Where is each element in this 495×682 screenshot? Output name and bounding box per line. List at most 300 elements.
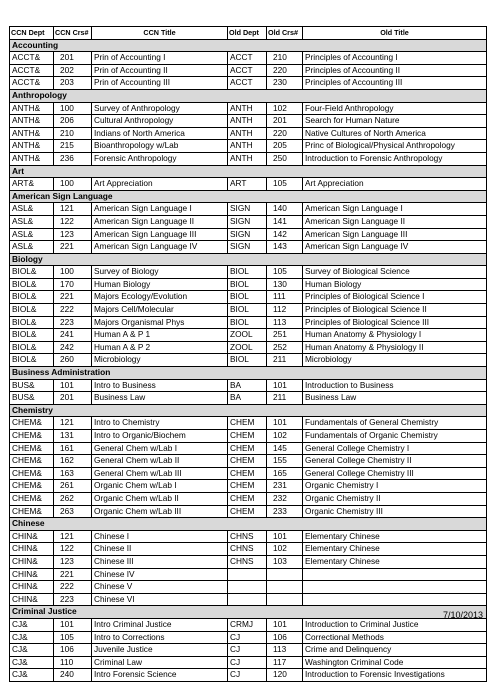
ccn-dept-cell: ANTH& (10, 127, 54, 140)
old-title-cell: Fundamentals of General Chemistry (303, 417, 487, 430)
table-row (10, 656, 487, 669)
old-title-cell: General College Chemistry II (303, 455, 487, 468)
old-dept-cell: ART (228, 178, 267, 191)
table-row (10, 354, 487, 367)
ccn-title-cell: Intro to Chemistry (92, 417, 228, 430)
ccn-crs-cell: 206 (54, 115, 92, 128)
old-dept-cell: ACCT (228, 52, 267, 65)
ccn-title-cell: Organic Chem w/Lab III (92, 505, 228, 518)
ccn-dept-cell: ASL& (10, 215, 54, 228)
old-dept-cell: ZOOL (228, 341, 267, 354)
old-crs-cell (267, 593, 303, 606)
old-title-cell: Microbiology (303, 354, 487, 367)
old-crs-cell (267, 581, 303, 594)
old-crs-cell: 231 (267, 480, 303, 493)
ccn-crs-cell: 123 (54, 555, 92, 568)
old-dept-cell: CJ (228, 631, 267, 644)
table-row (10, 593, 487, 606)
ccn-dept-cell: ANTH& (10, 152, 54, 165)
old-title-cell: Principles of Accounting I (303, 52, 487, 65)
header-ccn-title: CCN Title (92, 27, 228, 40)
ccn-dept-cell: CJ& (10, 631, 54, 644)
ccn-dept-cell: CHEM& (10, 492, 54, 505)
ccn-crs-cell: 122 (54, 543, 92, 556)
header-row (10, 27, 487, 40)
ccn-title-cell: Prin of Accounting III (92, 77, 228, 90)
ccn-title-cell: Microbiology (92, 354, 228, 367)
ccn-crs-cell: 163 (54, 467, 92, 480)
old-title-cell: Elementary Chinese (303, 543, 487, 556)
old-dept-cell: BIOL (228, 291, 267, 304)
ccn-dept-cell: BIOL& (10, 304, 54, 317)
table-row (10, 203, 487, 216)
group-header-row (10, 606, 487, 619)
old-crs-cell: 211 (267, 392, 303, 405)
ccn-crs-cell: 221 (54, 241, 92, 254)
ccn-dept-cell: CHEM& (10, 467, 54, 480)
group-name: Chemistry (10, 404, 487, 417)
table-row (10, 530, 487, 543)
table-row (10, 505, 487, 518)
old-crs-cell: 105 (267, 266, 303, 279)
old-dept-cell: CHEM (228, 430, 267, 443)
table-row (10, 618, 487, 631)
ccn-title-cell: Intro to Business (92, 379, 228, 392)
ccn-title-cell: Chinese I (92, 530, 228, 543)
ccn-title-cell: Human Biology (92, 278, 228, 291)
old-dept-cell: SIGN (228, 203, 267, 216)
ccn-dept-cell: ANTH& (10, 115, 54, 128)
table-row (10, 631, 487, 644)
ccn-dept-cell: BIOL& (10, 354, 54, 367)
ccn-dept-cell: CJ& (10, 669, 54, 682)
group-name: American Sign Language (10, 190, 487, 203)
old-crs-cell: 250 (267, 152, 303, 165)
old-title-cell: American Sign Language II (303, 215, 487, 228)
ccn-dept-cell: ART& (10, 178, 54, 191)
table-row (10, 568, 487, 581)
table-row (10, 152, 487, 165)
table-row (10, 492, 487, 505)
table-row (10, 581, 487, 594)
ccn-title-cell: Chinese V (92, 581, 228, 594)
table-row (10, 644, 487, 657)
ccn-title-cell: Chinese III (92, 555, 228, 568)
group-name: Biology (10, 253, 487, 266)
ccn-dept-cell: BIOL& (10, 341, 54, 354)
table-row (10, 127, 487, 140)
old-title-cell: Native Cultures of North America (303, 127, 487, 140)
ccn-dept-cell: ASL& (10, 228, 54, 241)
ccn-title-cell: Juvenile Justice (92, 644, 228, 657)
old-crs-cell: 101 (267, 417, 303, 430)
old-crs-cell: 220 (267, 64, 303, 77)
ccn-crs-cell: 106 (54, 644, 92, 657)
ccn-title-cell: Majors Cell/Molecular (92, 304, 228, 317)
ccn-title-cell: Forensic Anthropology (92, 152, 228, 165)
group-name: Accounting (10, 39, 487, 52)
old-dept-cell: ANTH (228, 140, 267, 153)
old-dept-cell: CHEM (228, 455, 267, 468)
old-crs-cell: 145 (267, 442, 303, 455)
old-crs-cell: 106 (267, 631, 303, 644)
ccn-crs-cell: 241 (54, 329, 92, 342)
ccn-dept-cell: BIOL& (10, 266, 54, 279)
ccn-dept-cell: BIOL& (10, 278, 54, 291)
ccn-title-cell: Chinese II (92, 543, 228, 556)
old-title-cell (303, 581, 487, 594)
old-title-cell: Principles of Biological Science II (303, 304, 487, 317)
ccn-crs-cell: 110 (54, 656, 92, 669)
old-dept-cell: SIGN (228, 215, 267, 228)
old-crs-cell: 113 (267, 316, 303, 329)
ccn-title-cell: Human A & P 1 (92, 329, 228, 342)
ccn-title-cell: Organic Chem w/Lab I (92, 480, 228, 493)
old-title-cell: Principles of Biological Science I (303, 291, 487, 304)
old-title-cell: Survey of Biological Science (303, 266, 487, 279)
header-ccn-crs: CCN Crs# (54, 27, 92, 40)
ccn-crs-cell: 131 (54, 430, 92, 443)
old-crs-cell: 233 (267, 505, 303, 518)
ccn-dept-cell: ACCT& (10, 77, 54, 90)
old-title-cell: Principles of Accounting III (303, 77, 487, 90)
ccn-crs-cell: 223 (54, 593, 92, 606)
old-crs-cell: 103 (267, 555, 303, 568)
old-crs-cell: 102 (267, 430, 303, 443)
footer-date: 7/10/2013 (442, 610, 483, 620)
ccn-dept-cell: BIOL& (10, 291, 54, 304)
table-row (10, 392, 487, 405)
old-crs-cell: 210 (267, 52, 303, 65)
ccn-crs-cell: 210 (54, 127, 92, 140)
group-name: Criminal Justice (10, 606, 487, 619)
ccn-title-cell: Criminal Law (92, 656, 228, 669)
old-crs-cell: 101 (267, 530, 303, 543)
table-row (10, 77, 487, 90)
old-dept-cell: CHNS (228, 530, 267, 543)
old-crs-cell: 155 (267, 455, 303, 468)
old-dept-cell: CHEM (228, 467, 267, 480)
old-title-cell: Search for Human Nature (303, 115, 487, 128)
table-row (10, 291, 487, 304)
old-dept-cell: BIOL (228, 316, 267, 329)
old-dept-cell: BIOL (228, 278, 267, 291)
header-old-crs: Old Crs# (267, 27, 303, 40)
ccn-dept-cell: CHEM& (10, 430, 54, 443)
group-header-row (10, 253, 487, 266)
old-title-cell: Washington Criminal Code (303, 656, 487, 669)
ccn-dept-cell: ANTH& (10, 102, 54, 115)
ccn-crs-cell: 121 (54, 203, 92, 216)
ccn-crs-cell: 263 (54, 505, 92, 518)
table-row (10, 215, 487, 228)
old-crs-cell: 143 (267, 241, 303, 254)
ccn-dept-cell: CHIN& (10, 555, 54, 568)
ccn-dept-cell: CHEM& (10, 480, 54, 493)
table-row (10, 417, 487, 430)
old-title-cell: American Sign Language I (303, 203, 487, 216)
old-title-cell: Elementary Chinese (303, 530, 487, 543)
table-row (10, 480, 487, 493)
old-dept-cell: CHEM (228, 492, 267, 505)
ccn-dept-cell: CHIN& (10, 593, 54, 606)
header-old-dept: Old Dept (228, 27, 267, 40)
table-row (10, 341, 487, 354)
old-crs-cell: 117 (267, 656, 303, 669)
old-dept-cell (228, 568, 267, 581)
ccn-title-cell: Cultural Anthropology (92, 115, 228, 128)
old-title-cell: Art Appreciation (303, 178, 487, 191)
ccn-title-cell: Majors Organismal Phys (92, 316, 228, 329)
ccn-dept-cell: CJ& (10, 618, 54, 631)
old-title-cell: American Sign Language IV (303, 241, 487, 254)
ccn-dept-cell: CHIN& (10, 530, 54, 543)
ccn-crs-cell: 236 (54, 152, 92, 165)
ccn-crs-cell: 260 (54, 354, 92, 367)
ccn-crs-cell: 121 (54, 417, 92, 430)
old-title-cell: Organic Chemistry III (303, 505, 487, 518)
old-crs-cell: 230 (267, 77, 303, 90)
group-name: Art (10, 165, 487, 178)
old-dept-cell: ZOOL (228, 329, 267, 342)
old-dept-cell: CHEM (228, 417, 267, 430)
old-dept-cell: CJ (228, 669, 267, 682)
table-row (10, 140, 487, 153)
old-dept-cell: SIGN (228, 228, 267, 241)
ccn-crs-cell: 215 (54, 140, 92, 153)
old-dept-cell: CHNS (228, 543, 267, 556)
old-dept-cell: BIOL (228, 304, 267, 317)
ccn-crs-cell: 223 (54, 316, 92, 329)
old-dept-cell (228, 581, 267, 594)
old-crs-cell: 252 (267, 341, 303, 354)
ccn-title-cell: Majors Ecology/Evolution (92, 291, 228, 304)
old-crs-cell: 220 (267, 127, 303, 140)
ccn-title-cell: Intro to Corrections (92, 631, 228, 644)
old-title-cell: Principles of Biological Science III (303, 316, 487, 329)
ccn-title-cell: Organic Chem w/Lab II (92, 492, 228, 505)
ccn-dept-cell: CHEM& (10, 442, 54, 455)
old-title-cell: Introduction to Forensic Anthropology (303, 152, 487, 165)
ccn-dept-cell: CHEM& (10, 455, 54, 468)
ccn-title-cell: American Sign Language I (92, 203, 228, 216)
old-title-cell: Elementary Chinese (303, 555, 487, 568)
ccn-crs-cell: 100 (54, 178, 92, 191)
ccn-title-cell: General Chem w/Lab II (92, 455, 228, 468)
ccn-crs-cell: 262 (54, 492, 92, 505)
old-dept-cell: CHNS (228, 555, 267, 568)
old-title-cell (303, 568, 487, 581)
old-title-cell: Crime and Delinquency (303, 644, 487, 657)
old-dept-cell: BA (228, 379, 267, 392)
group-name: Business Administration (10, 367, 487, 380)
ccn-crs-cell: 170 (54, 278, 92, 291)
ccn-dept-cell: ASL& (10, 203, 54, 216)
old-dept-cell: SIGN (228, 241, 267, 254)
ccn-title-cell: General Chem w/Lab III (92, 467, 228, 480)
ccn-crs-cell: 202 (54, 64, 92, 77)
ccn-dept-cell: BUS& (10, 379, 54, 392)
ccn-title-cell: Business Law (92, 392, 228, 405)
ccn-crs-cell: 101 (54, 379, 92, 392)
table-row (10, 64, 487, 77)
old-dept-cell: CHEM (228, 505, 267, 518)
ccn-dept-cell: BIOL& (10, 329, 54, 342)
old-title-cell: Introduction to Business (303, 379, 487, 392)
ccn-title-cell: General Chem w/Lab I (92, 442, 228, 455)
ccn-dept-cell: ACCT& (10, 64, 54, 77)
old-title-cell: Organic Chemistry II (303, 492, 487, 505)
old-title-cell: Four-Field Anthropology (303, 102, 487, 115)
group-header-row (10, 367, 487, 380)
old-title-cell: General College Chemistry I (303, 442, 487, 455)
ccn-dept-cell: CHIN& (10, 568, 54, 581)
ccn-title-cell: American Sign Language IV (92, 241, 228, 254)
old-crs-cell: 101 (267, 618, 303, 631)
table-row (10, 304, 487, 317)
ccn-crs-cell: 201 (54, 392, 92, 405)
ccn-dept-cell: BIOL& (10, 316, 54, 329)
old-title-cell: Human Biology (303, 278, 487, 291)
old-dept-cell: CJ (228, 644, 267, 657)
ccn-title-cell: Chinese VI (92, 593, 228, 606)
ccn-crs-cell: 105 (54, 631, 92, 644)
table-row (10, 52, 487, 65)
ccn-crs-cell: 222 (54, 304, 92, 317)
ccn-title-cell: Survey of Biology (92, 266, 228, 279)
table-row (10, 543, 487, 556)
table-row (10, 102, 487, 115)
course-equivalency-table (9, 26, 487, 682)
old-dept-cell: CHEM (228, 442, 267, 455)
old-crs-cell: 165 (267, 467, 303, 480)
table-row (10, 430, 487, 443)
ccn-title-cell: Human A & P 2 (92, 341, 228, 354)
ccn-title-cell: Survey of Anthropology (92, 102, 228, 115)
old-title-cell: Correctional Methods (303, 631, 487, 644)
table-row (10, 455, 487, 468)
old-title-cell (303, 593, 487, 606)
old-crs-cell: 140 (267, 203, 303, 216)
table-row (10, 316, 487, 329)
ccn-dept-cell: CHEM& (10, 505, 54, 518)
ccn-title-cell: Bioanthropology w/Lab (92, 140, 228, 153)
ccn-dept-cell: BUS& (10, 392, 54, 405)
old-crs-cell: 130 (267, 278, 303, 291)
old-dept-cell: BIOL (228, 354, 267, 367)
old-title-cell: Human Anatomy & Physiology I (303, 329, 487, 342)
group-name: Anthropology (10, 89, 487, 102)
old-dept-cell: CHEM (228, 480, 267, 493)
ccn-dept-cell: CHEM& (10, 417, 54, 430)
group-name: Chinese (10, 518, 487, 531)
ccn-dept-cell: CHIN& (10, 581, 54, 594)
old-crs-cell: 120 (267, 669, 303, 682)
old-dept-cell: ACCT (228, 64, 267, 77)
ccn-crs-cell: 121 (54, 530, 92, 543)
ccn-crs-cell: 162 (54, 455, 92, 468)
ccn-crs-cell: 221 (54, 568, 92, 581)
ccn-crs-cell: 222 (54, 581, 92, 594)
ccn-title-cell: Prin of Accounting I (92, 52, 228, 65)
old-title-cell: Business Law (303, 392, 487, 405)
table-row (10, 241, 487, 254)
table-row (10, 115, 487, 128)
old-crs-cell: 142 (267, 228, 303, 241)
ccn-title-cell: Intro Criminal Justice (92, 618, 228, 631)
group-header-row (10, 190, 487, 203)
ccn-crs-cell: 242 (54, 341, 92, 354)
ccn-dept-cell: ASL& (10, 241, 54, 254)
old-title-cell: American Sign Language III (303, 228, 487, 241)
ccn-crs-cell: 100 (54, 102, 92, 115)
group-header-row (10, 404, 487, 417)
old-dept-cell: BIOL (228, 266, 267, 279)
table-row (10, 669, 487, 682)
old-title-cell: Introduction to Criminal Justice (303, 618, 487, 631)
ccn-crs-cell: 201 (54, 52, 92, 65)
old-dept-cell: BA (228, 392, 267, 405)
table-row (10, 329, 487, 342)
ccn-title-cell: Prin of Accounting II (92, 64, 228, 77)
ccn-crs-cell: 161 (54, 442, 92, 455)
ccn-dept-cell: ANTH& (10, 140, 54, 153)
ccn-crs-cell: 240 (54, 669, 92, 682)
table-row (10, 555, 487, 568)
ccn-crs-cell: 221 (54, 291, 92, 304)
table-row (10, 178, 487, 191)
table-row (10, 379, 487, 392)
old-title-cell: Principles of Accounting II (303, 64, 487, 77)
old-dept-cell: ACCT (228, 77, 267, 90)
table-row (10, 228, 487, 241)
old-title-cell: Princ of Biological/Physical Anthropology (303, 140, 487, 153)
ccn-crs-cell: 203 (54, 77, 92, 90)
ccn-crs-cell: 100 (54, 266, 92, 279)
old-crs-cell: 141 (267, 215, 303, 228)
ccn-crs-cell: 261 (54, 480, 92, 493)
ccn-title-cell: American Sign Language II (92, 215, 228, 228)
table-row (10, 278, 487, 291)
old-title-cell: Fundamentals of Organic Chemistry (303, 430, 487, 443)
ccn-crs-cell: 101 (54, 618, 92, 631)
ccn-title-cell: Art Appreciation (92, 178, 228, 191)
old-crs-cell: 205 (267, 140, 303, 153)
header-old-title: Old Title (303, 27, 487, 40)
old-crs-cell: 101 (267, 379, 303, 392)
table-row (10, 467, 487, 480)
old-dept-cell: CRMJ (228, 618, 267, 631)
old-crs-cell: 113 (267, 644, 303, 657)
ccn-crs-cell: 123 (54, 228, 92, 241)
ccn-title-cell: Intro Forensic Science (92, 669, 228, 682)
old-crs-cell: 105 (267, 178, 303, 191)
ccn-title-cell: American Sign Language III (92, 228, 228, 241)
old-dept-cell: ANTH (228, 152, 267, 165)
ccn-title-cell: Indians of North America (92, 127, 228, 140)
old-title-cell: General College Chemistry III (303, 467, 487, 480)
old-crs-cell: 112 (267, 304, 303, 317)
old-crs-cell: 251 (267, 329, 303, 342)
old-dept-cell: ANTH (228, 115, 267, 128)
group-header-row (10, 518, 487, 531)
group-header-row (10, 165, 487, 178)
old-crs-cell: 211 (267, 354, 303, 367)
old-dept-cell: ANTH (228, 127, 267, 140)
old-crs-cell: 201 (267, 115, 303, 128)
old-title-cell: Human Anatomy & Physiology II (303, 341, 487, 354)
group-header-row (10, 89, 487, 102)
